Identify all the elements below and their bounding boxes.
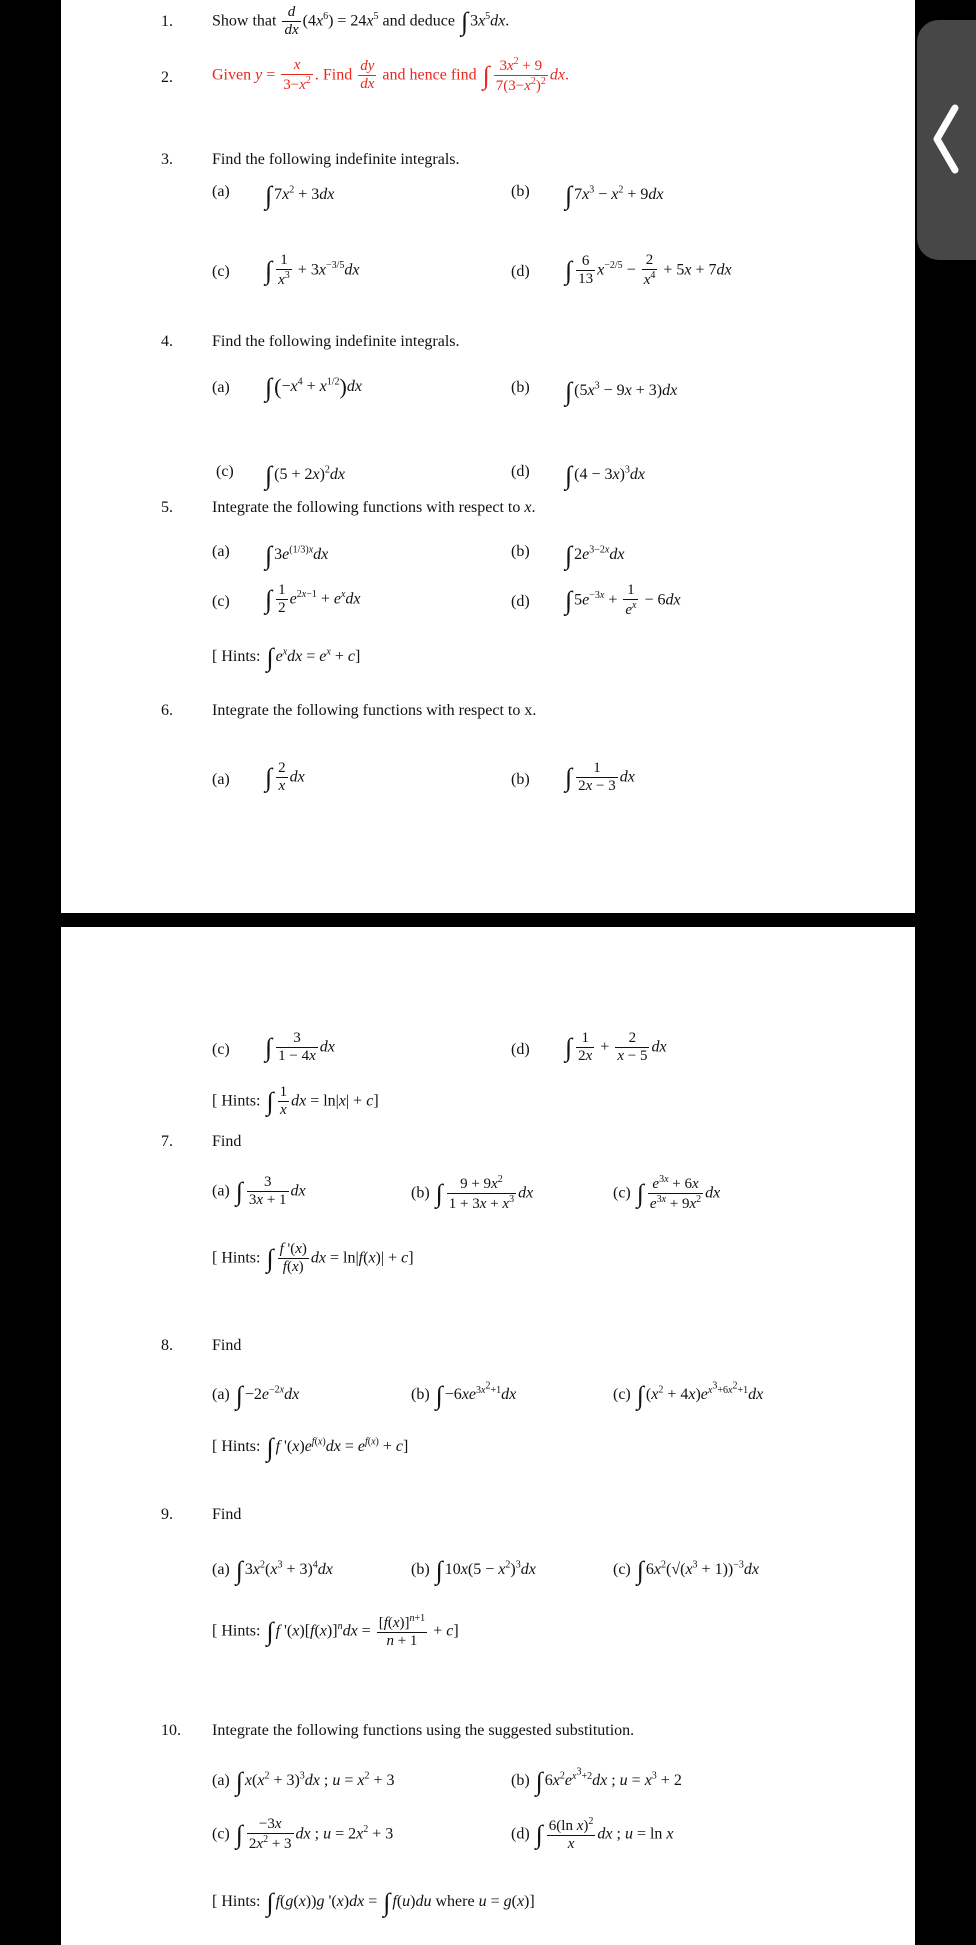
hint: [ Hints: ∫ $e^xdx = e^x + c$] — [212, 643, 361, 672]
question-number: 8. — [161, 1337, 173, 1354]
question-4-text: Find the following indefinite integrals. — [212, 333, 460, 350]
chevron-left-icon — [931, 104, 961, 174]
hint: [ Hints: ∫ f(g(x))g '(x)dx = ∫ f(u)du where u = g(x)] — [212, 1888, 535, 1917]
question-3-text: Find the following indefinite integrals. — [212, 151, 460, 168]
question-number: 1. — [161, 13, 173, 30]
question-number: 3. — [161, 151, 173, 168]
hint: [ Hints: ∫ f '$(x)[f(x)]^ndx$ = $\frac{[f(x)]^{n+1}}{n + 1}$ + c] — [212, 1613, 459, 1650]
hint: [ Hints: ∫ f '$(x)e^{f(x)}dx = e^{f(x)} + c$] — [212, 1433, 409, 1462]
question-2: Given y = $\frac{x}{3-x^2}$ . Find $\frac{dy}{dx}$ and hence find ∫ $\frac{3x^2 + 9}{7(3-x^2)^2}$ dx. — [212, 56, 569, 95]
hint: [ Hints: ∫ $\frac{f '(x)}{f(x)}$ dx = ln|f(x)| + c] — [212, 1241, 414, 1276]
question-number: 6. — [161, 702, 173, 719]
question-1: Show that $\frac{d}{dx}$ $(4x^6) = 24x^5$ and deduce ∫ $3x^5dx$. — [212, 4, 510, 39]
question-number: 7. — [161, 1133, 173, 1150]
question-number: 10. — [161, 1722, 181, 1739]
worksheet-page-1: 1. Show that $\frac{d}{dx}$ $(4x^6) = 24x^5$ and deduce ∫ $3x^5dx$. 2. Given y = $\frac{x}{3-x^2}$ . Find $\frac{dy}{dx}$ and hence find ∫ $\frac{3x^2 + 9}{7(3-x^2)^2}$ dx. 3. Find the following indefinite integrals. (a) ∫ $7x^2 + 3dx$ (b) ∫ $7x^3 - x^2 + 9dx$ (c) ∫ $\frac{1}{x^3}$ + $3x^{-3/5}dx$ (d) ∫ $\frac{6}{13}$ $x^{-2/5}$ − $\frac{2}{x^4}$ + 5x + 7dx 4. Find the following indefinite integrals. (a) $\int(-x^4 + x^{1/2})dx$ (b) ∫ $(5x^3 - 9x + 3)dx$ (c) ∫ $(5 + 2x)^2dx$ (d) ∫ $(4 - 3x)^3dx$ 5. Integrate the following functions with respect to x. (a) ∫ $3e^{(1/3)x}dx$ (b) ∫ $2e^{3-2x}dx$ (c) ∫ $\frac{1}{2}$ $e^{2x-1} + e^xdx$ (d) ∫ $5e^{-3x}$ + $\frac{1}{e^x}$ − 6dx [ Hints: ∫ $e^xdx = e^x + c$] 6. Integrate the following functions with respect to x. (a) ∫ $\frac{2}{x}$ dx (b) ∫ $\frac{1}{2x - 3}$ dx — [61, 0, 915, 913]
question-6-text: Integrate the following functions with respect to x. — [212, 702, 537, 719]
question-number: 5. — [161, 499, 173, 516]
hint: [ Hints: ∫ $\frac{1}{x}$ dx = ln|x| + c] — [212, 1084, 379, 1119]
question-number: 2. — [161, 69, 173, 86]
question-5-text: Integrate the following functions with respect to x. — [212, 499, 536, 516]
question-number: 4. — [161, 333, 173, 350]
question-number: 9. — [161, 1506, 173, 1523]
worksheet-page-2: (c) ∫ $\frac{3}{1 - 4x}$ dx (d) ∫ $\frac{1}{2x}$ + $\frac{2}{x - 5}$ dx [ Hints: ∫ $\frac{1}{x}$ dx = ln|x| + c] 7. Find (a) ∫ $\frac{3}{3x + 1}$ dx (b) ∫ $\frac{9 + 9x^2}{1 + 3x + x^3}$ dx (c) ∫ $\frac{e^{3x} + 6x}{e^{3x} + 9x^2}$ dx [ Hints: ∫ $\frac{f '(x)}{f(x)}$ dx = ln|f(x)| + c] 8. Find (a) ∫ $-2e^{-2x}dx$ (b) ∫ $-6xe^{3x^2+1}dx$ (c) ∫ $(x^2 + 4x)e^{x^3+6x^2+1}dx$ [ Hints: ∫ f '$(x)e^{f(x)}dx = e^{f(x)} + c$] 9. Find (a) ∫ $3x^2(x^3 + 3)^4dx$ (b) ∫ $10x(5 - x^2)^3dx$ (c) ∫ $6x^2(√(x^3 + 1))^{-3}dx$ [ Hints: ∫ f '$(x)[f(x)]^ndx$ = $\frac{[f(x)]^{n+1}}{n + 1}$ + c] 10. Integrate the following functions using the suggested substitution. (a) ∫ $x(x^2 + 3)^3dx$ ; $u = x^2 + 3$ (b) ∫ $6x^2e^{x^3+2}dx$ ; $u = x^3 + 2$ (c) ∫ $\frac{-3x}{2x^2 + 3}$ dx ; $u = 2x^2 + 3$ (d) ∫ $\frac{6(\ln x)^2}{x}$ dx ; u = ln x [ Hints: ∫ f(g(x))g '(x)dx = ∫ f(u)du where u = g(x)] — [61, 927, 915, 1945]
question-10-text: Integrate the following functions using the suggested substitution. — [212, 1722, 635, 1739]
side-back-tab[interactable] — [917, 20, 976, 260]
